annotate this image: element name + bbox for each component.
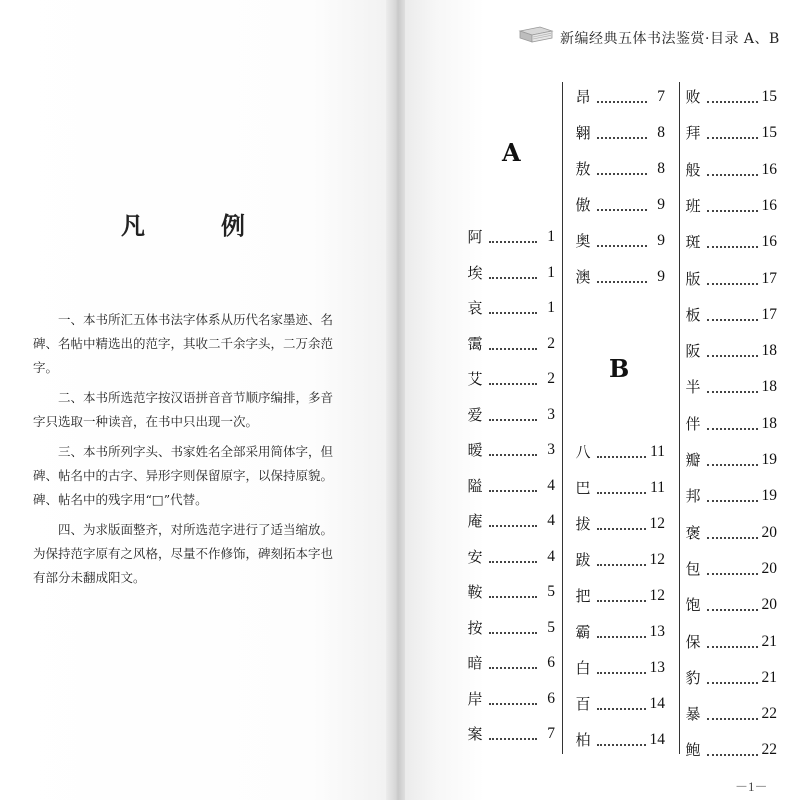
- entry-character: 百: [575, 695, 591, 713]
- dot-leader: [707, 498, 758, 502]
- dot-leader: [489, 665, 537, 669]
- entry-character: 庵: [467, 512, 483, 530]
- entry-character: 奥: [575, 232, 591, 250]
- index-entry: [465, 400, 555, 430]
- index-entry: [465, 222, 555, 252]
- index-entry: [465, 329, 555, 359]
- page-title: 凡 例: [121, 211, 271, 240]
- index-entry: [465, 293, 555, 323]
- index-entry: [683, 590, 777, 620]
- entry-character: 饱: [685, 596, 701, 615]
- entry-character: 褒: [685, 523, 701, 542]
- entry-character: 哀: [467, 299, 483, 317]
- index-entry: [683, 481, 777, 511]
- section-heading-b: B: [609, 354, 630, 383]
- entry-page: 13: [649, 623, 665, 640]
- entry-page: 4: [547, 476, 555, 494]
- entry-character: 暴: [685, 705, 701, 724]
- dot-leader: [707, 644, 758, 648]
- entry-character: 半: [685, 378, 701, 397]
- dot-leader: [707, 135, 758, 139]
- entry-page: 2: [547, 334, 555, 352]
- entry-character: 保: [685, 632, 701, 651]
- entry-page: 1: [547, 263, 555, 281]
- dot-leader: [489, 594, 537, 598]
- entry-page: 21: [761, 632, 777, 650]
- note-paragraph: 一、本书所汇五体书法字体系从历代名家墨迹、名碑、名帖中精选出的范字，其收二千余字头，二万余范字。: [33, 312, 334, 375]
- index-entry: [573, 437, 665, 467]
- dot-leader: [597, 562, 646, 566]
- index-entry: [573, 82, 665, 112]
- dot-leader: [707, 99, 758, 103]
- entry-page: 9: [657, 268, 665, 285]
- entry-page: 6: [547, 654, 555, 671]
- index-entry: [683, 300, 777, 330]
- index-entry: [683, 264, 777, 294]
- entry-page: 22: [761, 705, 777, 723]
- dot-leader: [707, 244, 758, 248]
- entry-page: 14: [649, 731, 665, 748]
- notes-body: [33, 308, 333, 590]
- dot-leader: [489, 239, 537, 243]
- dot-leader: [707, 680, 758, 684]
- index-entry: [683, 82, 777, 112]
- index-entry: [573, 154, 665, 184]
- entry-page: 20: [761, 523, 777, 541]
- index-entry: [465, 506, 555, 536]
- dot-leader: [597, 706, 646, 710]
- index-entry: [573, 262, 665, 292]
- index-entry: [683, 735, 777, 765]
- entry-page: 9: [657, 196, 665, 213]
- column-divider: [562, 82, 563, 754]
- note-paragraph: 二、本书所选范字按汉语拼音音节顺序编排，多音字只选取一种读音，在书中只出现一次。: [33, 390, 334, 429]
- dot-leader: [707, 607, 758, 611]
- index-entry: [573, 473, 665, 503]
- dot-leader: [489, 275, 537, 279]
- index-entry: [683, 663, 777, 693]
- entry-character: 爱: [467, 405, 483, 424]
- index-entry: [573, 118, 665, 148]
- index-entry: [683, 336, 777, 366]
- dot-leader: [597, 742, 646, 746]
- index-entry: [573, 689, 665, 719]
- dot-leader: [597, 670, 646, 674]
- dot-leader: [707, 353, 758, 357]
- index-entry: [683, 155, 777, 185]
- entry-page: 4: [547, 512, 555, 529]
- index-entry: [573, 653, 665, 683]
- entry-character: 版: [685, 269, 701, 288]
- entry-character: 阪: [685, 342, 701, 361]
- entry-character: 拜: [685, 124, 701, 143]
- entry-character: 伴: [685, 414, 701, 433]
- entry-page: 16: [761, 233, 777, 251]
- dot-leader: [597, 243, 647, 247]
- index-entry: [573, 725, 665, 755]
- entry-page: 22: [761, 741, 777, 759]
- entry-character: 豹: [685, 668, 701, 687]
- index-entry: [683, 699, 777, 729]
- entry-character: 翱: [575, 124, 591, 142]
- entry-character: 八: [575, 443, 591, 461]
- dot-leader: [597, 279, 647, 283]
- entry-character: 班: [685, 196, 701, 215]
- dot-leader: [597, 490, 646, 494]
- dot-leader: [489, 381, 537, 385]
- entry-character: 包: [685, 559, 701, 578]
- entry-page: 8: [657, 124, 665, 141]
- dot-leader: [707, 172, 758, 176]
- entry-character: 暧: [467, 441, 483, 459]
- entry-page: 16: [761, 196, 777, 214]
- index-entry: [683, 372, 777, 402]
- index-entry: [465, 364, 555, 394]
- entry-character: 邦: [685, 487, 701, 506]
- entry-character: 白: [575, 659, 591, 677]
- entry-character: 艾: [467, 370, 483, 388]
- dot-leader: [489, 630, 537, 634]
- entry-character: 瓣: [685, 451, 701, 469]
- entry-character: 柏: [575, 731, 591, 749]
- entry-page: 13: [649, 659, 665, 676]
- header-title: 新编经典五体书法鉴赏·目录 A、B: [560, 31, 780, 47]
- entry-page: 12: [649, 587, 665, 604]
- entry-character: 败: [685, 88, 701, 106]
- entry-page: 7: [547, 725, 555, 742]
- entry-character: 案: [467, 725, 483, 743]
- dot-leader: [597, 634, 646, 638]
- entry-page: 16: [761, 160, 777, 178]
- index-entry: [465, 648, 555, 678]
- index-entry: [465, 684, 555, 714]
- index-entry: [573, 581, 665, 611]
- entry-character: 傲: [575, 196, 591, 214]
- entry-character: 安: [467, 547, 483, 566]
- dot-leader: [489, 701, 537, 705]
- entry-page: 2: [547, 370, 555, 387]
- entry-character: 斑: [685, 233, 701, 252]
- entry-character: 霭: [467, 334, 483, 353]
- dot-leader: [707, 281, 758, 285]
- index-entry: [465, 577, 555, 607]
- index-entry: [573, 226, 665, 256]
- entry-page: 18: [761, 378, 777, 396]
- entry-page: 3: [547, 441, 555, 458]
- index-entry: [683, 554, 777, 584]
- entry-page: 4: [547, 547, 555, 565]
- entry-page: 15: [761, 124, 777, 142]
- entry-page: 8: [657, 160, 665, 177]
- dot-leader: [707, 317, 758, 321]
- dot-leader: [489, 736, 537, 740]
- entry-character: 跋: [575, 551, 591, 569]
- entry-page: 11: [650, 479, 665, 496]
- dot-leader: [489, 346, 537, 350]
- entry-page: 15: [761, 88, 777, 105]
- entry-character: 暗: [467, 654, 483, 672]
- index-entry: [573, 545, 665, 575]
- entry-page: 12: [649, 515, 665, 532]
- entry-page: 1: [547, 228, 555, 245]
- entry-page: 6: [547, 689, 555, 707]
- column-divider: [679, 82, 680, 754]
- dot-leader: [489, 488, 537, 492]
- entry-page: 9: [657, 232, 665, 249]
- dot-leader: [707, 752, 758, 756]
- entry-character: 埃: [467, 263, 483, 282]
- index-entry: [683, 118, 777, 148]
- entry-page: 14: [649, 695, 665, 712]
- entry-page: 1: [547, 299, 555, 316]
- dot-leader: [597, 135, 647, 139]
- index-entry: [573, 509, 665, 539]
- entry-page: 18: [761, 414, 777, 432]
- note-paragraph: 三、本书所列字头、书家姓名全部采用简体字，但碑、帖名中的古字、异形字则保留原字，以保持原貌。碑、帖名中的残字用“□”代替。: [33, 444, 334, 507]
- entry-page: 17: [761, 305, 777, 323]
- entry-character: 隘: [467, 476, 483, 495]
- dot-leader: [489, 310, 537, 314]
- entry-page: 20: [761, 559, 777, 577]
- dot-leader: [707, 426, 758, 430]
- dot-leader: [707, 208, 758, 212]
- index-entry: [465, 719, 555, 749]
- dot-leader: [489, 523, 537, 527]
- entry-character: 敖: [575, 160, 591, 178]
- index-entry: [683, 191, 777, 221]
- entry-character: 霸: [575, 623, 591, 641]
- entry-page: 12: [649, 551, 665, 568]
- dot-leader: [489, 452, 537, 456]
- dot-leader: [597, 99, 647, 103]
- index-entry: [573, 190, 665, 220]
- index-entry: [683, 445, 777, 475]
- entry-page: 17: [761, 269, 777, 287]
- entry-character: 鲍: [685, 741, 701, 760]
- index-entry: [683, 409, 777, 439]
- entry-character: 把: [575, 587, 591, 605]
- dot-leader: [489, 559, 537, 563]
- entry-page: 19: [761, 451, 777, 468]
- index-entry: [683, 518, 777, 548]
- entry-page: 7: [657, 88, 665, 105]
- entry-character: 澳: [575, 268, 591, 286]
- dot-leader: [597, 454, 646, 458]
- entry-character: 按: [467, 618, 483, 637]
- dot-leader: [707, 571, 758, 575]
- index-entry: [465, 542, 555, 572]
- entry-character: 板: [685, 305, 701, 324]
- left-page: [0, 0, 392, 800]
- index-entry: [465, 435, 555, 465]
- index-entry: [683, 627, 777, 657]
- entry-page: 5: [547, 583, 555, 600]
- entry-character: 拔: [575, 515, 591, 533]
- entry-character: 般: [685, 160, 701, 179]
- entry-page: 3: [547, 405, 555, 423]
- dot-leader: [707, 462, 758, 466]
- entry-character: 鞍: [467, 583, 483, 601]
- book-icon: [518, 25, 554, 45]
- dot-leader: [597, 207, 647, 211]
- section-heading-a: A: [502, 138, 521, 167]
- entry-page: 21: [761, 668, 777, 686]
- dot-leader: [489, 417, 537, 421]
- dot-leader: [707, 716, 758, 720]
- page-number: －1－: [735, 779, 768, 794]
- dot-leader: [597, 526, 646, 530]
- entry-character: 昂: [575, 88, 591, 106]
- entry-page: 19: [761, 487, 777, 505]
- entry-page: 11: [650, 443, 665, 460]
- dot-leader: [707, 535, 758, 539]
- entry-page: 18: [761, 342, 777, 360]
- index-entry: [465, 471, 555, 501]
- index-entry: [573, 617, 665, 647]
- entry-page: 20: [761, 596, 777, 614]
- index-entry: [465, 258, 555, 288]
- note-paragraph: 四、为求版面整齐，对所选范字进行了适当缩放。为保持范字原有之风格，尽量不作修饰，碑刻拓本字也有部分未翻成阳文。: [33, 522, 334, 585]
- entry-character: 巴: [575, 479, 591, 497]
- dot-leader: [597, 598, 646, 602]
- dot-leader: [597, 171, 647, 175]
- index-entry: [465, 613, 555, 643]
- index-entry: [683, 227, 777, 257]
- entry-character: 岸: [467, 689, 483, 708]
- dot-leader: [707, 389, 758, 393]
- entry-page: 5: [547, 618, 555, 636]
- entry-character: 阿: [467, 228, 483, 246]
